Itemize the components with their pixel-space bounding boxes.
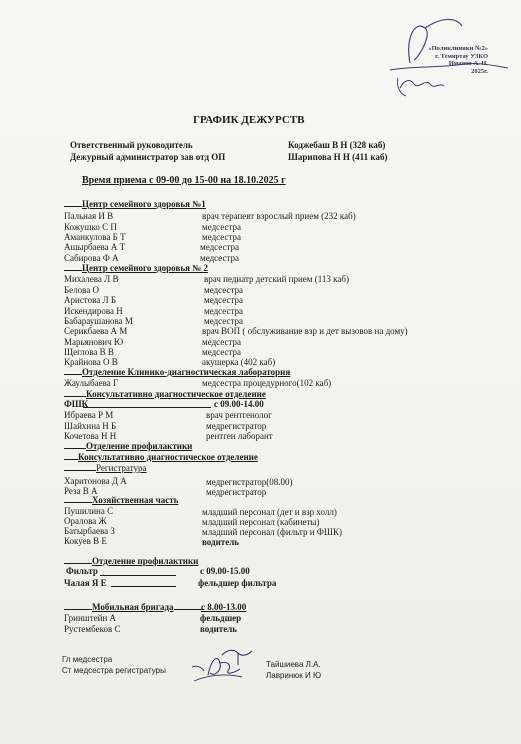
person-role: медсестра [202, 347, 242, 357]
stamp-line: г. Темиртау УЗКО [435, 52, 488, 60]
fshk-time: с 09.00-14.00 [214, 399, 264, 409]
person-name: Пушилина С [64, 506, 114, 516]
person-role: младший персонал (кабинеты) [202, 517, 320, 527]
section-title-text: Отделение профилактики [92, 556, 199, 566]
person-role: медсестра [200, 253, 240, 263]
person-role: медсестра [202, 222, 242, 232]
stamp-line: 2025г. [471, 67, 488, 75]
section-title-text: Центр семейного здоровья №1 [82, 199, 206, 209]
mobile-time: с 8.00-13.00 [201, 602, 247, 612]
responsible-name: Коджебаш В Н (328 каб) [288, 140, 386, 150]
person-role: водитель [202, 537, 240, 547]
person-name: Белова О [64, 285, 100, 295]
section-title [64, 463, 147, 473]
person-role: медсестра [204, 285, 244, 295]
person-role: медсестра [204, 306, 244, 316]
person-role: младший персонал (дет и взр холл) [202, 507, 337, 517]
filter-label: Фильтр [66, 566, 98, 576]
person-name: Сабирова Ф А [64, 253, 119, 263]
section-title [64, 441, 192, 451]
person-name: Оралова Ж [64, 516, 107, 526]
person-role: младший персонал (фильтр и ФШК) [202, 527, 342, 537]
admin-label: Дежурный администратор зав отд ОП [70, 152, 226, 162]
person-role: медсестра процедурного(102 каб) [202, 378, 332, 388]
section-title-text: Регистратура [96, 463, 147, 473]
section-title-text: Центр семейного здоровья № 2 [82, 263, 208, 273]
section-title-text: Отделение профилактики [86, 441, 193, 451]
section-title [64, 389, 266, 399]
person-name: Аманкулова Б Т [64, 232, 126, 242]
person-role: фельдшер фильтра [198, 578, 277, 588]
person-name: Гринштейн А [64, 613, 117, 623]
section-title [64, 263, 208, 273]
section-title-text: Консультативно диагностическое отделение [86, 389, 266, 399]
person-name: Ашырбаева А Т [64, 242, 126, 252]
person-name: Чалая Я Е [64, 578, 107, 588]
head-nurse-label: Гл медсестра [62, 655, 113, 664]
person-name: Марьянович Ю [64, 337, 124, 347]
head-nurse-name: Тайшиева Л.А. [266, 660, 321, 669]
person-name: Кочетова Н Н [64, 431, 117, 441]
person-name: Жаулыбаева Г [64, 378, 119, 388]
person-role: фельдшер [200, 613, 242, 623]
person-name: Пальная И В [64, 211, 114, 221]
person-role: медсестра [204, 316, 244, 326]
person-underline [111, 586, 176, 587]
person-name: Кокуев В Е [64, 536, 107, 546]
fshk-label: ФШК [64, 399, 89, 409]
section-title [64, 452, 258, 462]
person-name: Аристова Л Б [64, 295, 117, 305]
person-name: Михалева Л В [64, 274, 119, 284]
person-name: Ибраева Р М [64, 410, 114, 420]
person-name: Кожушко С П [64, 222, 117, 232]
section-title-text: Мобильная бригада [92, 602, 174, 612]
section-title [64, 495, 178, 505]
person-role: медсестра [202, 232, 242, 242]
approval-stamp [418, 45, 488, 75]
handwritten-signature [188, 645, 268, 685]
stamp-line: Иманов А. Н. [448, 60, 488, 67]
person-name: Серикбаева А М [64, 326, 128, 336]
person-name: Реза В А [64, 486, 98, 496]
section-title [64, 602, 204, 612]
person-role: медрегистратор [206, 421, 267, 431]
person-name: Искендирова Н [64, 306, 123, 316]
section-title-text: Хозяйственная часть [92, 495, 179, 505]
responsible-label: Ответственный руководитель [70, 140, 193, 150]
person-name: Шайхина Н Б [64, 421, 117, 431]
filter-time: с 09.00-15.00 [200, 566, 250, 576]
reception-time: Время приема с 09-00 до 15-00 на 18.10.2025 г [82, 175, 286, 186]
person-role: врач рентгенолог [206, 410, 272, 420]
person-name: Крайнова О В [64, 357, 118, 367]
person-role: медсестра [200, 242, 240, 252]
admin-name: Шарипова Н Н (411 каб) [288, 152, 388, 162]
person-role: врач терапевт взрослый прием (232 каб) [202, 211, 356, 221]
senior-registry-name: Лавринюк И Ю [266, 671, 322, 680]
person-role: медрегистратор(08.00) [206, 477, 293, 487]
person-role: врач ВОП ( обслуживание взр и дет вызовов на дому) [202, 326, 408, 336]
person-name: Щеглова В В [64, 347, 114, 357]
person-role: медсестра [204, 295, 244, 305]
section-title [64, 556, 198, 566]
senior-registry-label: Ст медсестра регистратуры [62, 666, 166, 675]
person-role: медсестра [202, 337, 242, 347]
person-name: Батырбаева З [64, 526, 115, 536]
section-title [64, 367, 290, 377]
person-role: рентген лаборант [206, 431, 273, 441]
person-role: врач педиатр детский прием (113 каб) [204, 274, 349, 284]
page-title: ГРАФИК ДЕЖУРСТВ [193, 114, 305, 126]
person-name: Харитонова Д А [64, 476, 127, 486]
fshk-underline [83, 407, 211, 408]
person-name: Бабараушанова М [64, 316, 133, 326]
filter-underline [100, 575, 176, 576]
person-name: Рустембеков С [64, 624, 121, 634]
section-title-text: Отделение Клинико-диагностическая лаборатория [82, 367, 291, 377]
section-title [64, 199, 206, 209]
person-role: медрегистратор [206, 487, 267, 497]
person-role: акушерка (402 каб) [202, 357, 276, 367]
stamp-line: «Поликлиники №2» [428, 45, 488, 52]
section-title-text: Консультативно диагностическое отделение [78, 452, 258, 462]
person-role: водитель [200, 624, 238, 634]
